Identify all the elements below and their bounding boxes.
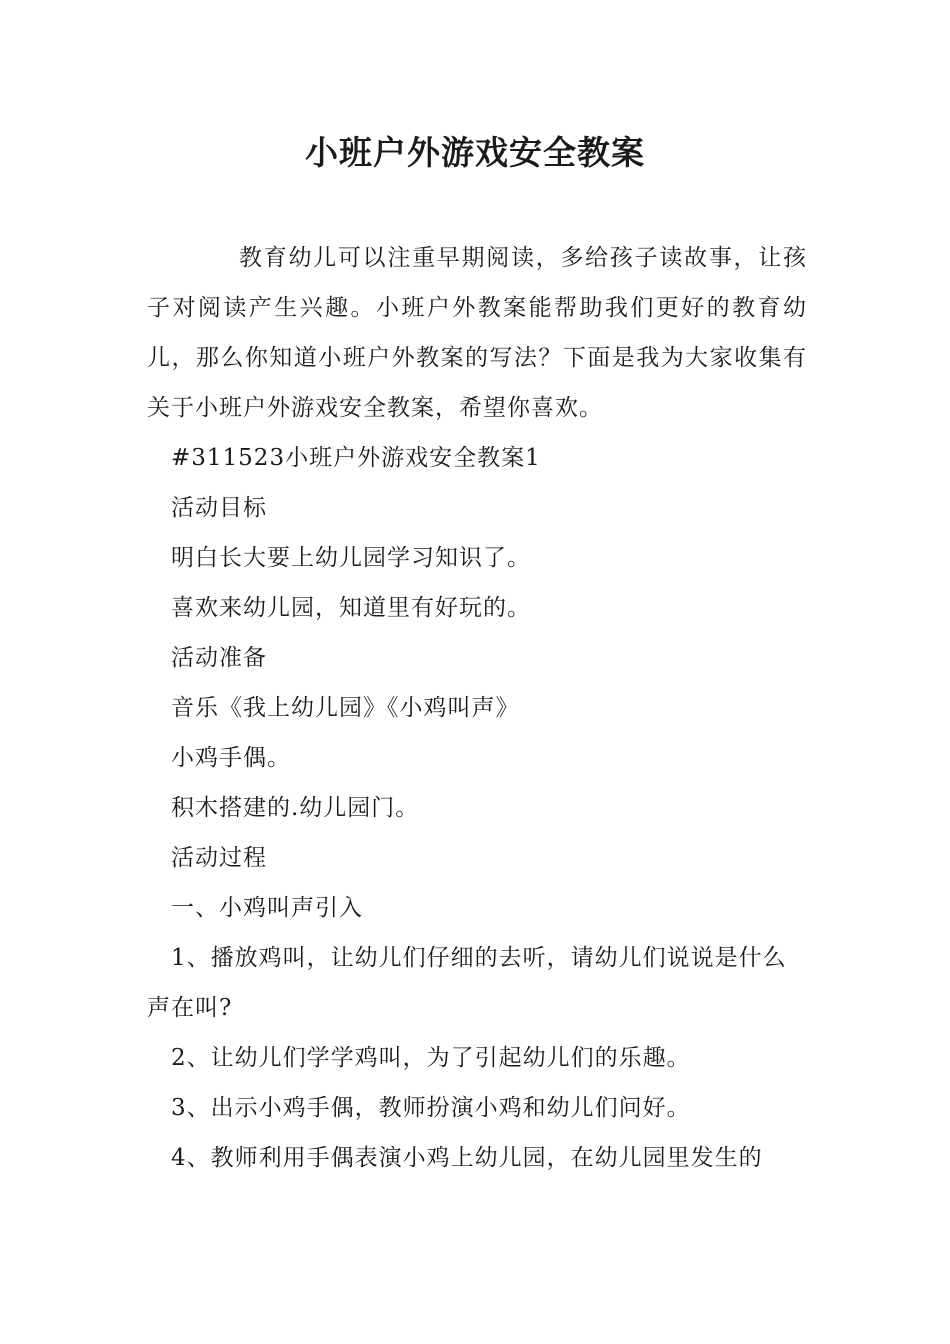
document-title: 小班户外游戏安全教案 (305, 133, 645, 172)
intro-paragraph: 教育幼儿可以注重早期阅读，多给孩子读故事，让孩子对阅读产生兴趣。小班户外教案能帮助我们更好的教育幼儿，那么你知道小班户外教案的写法？下面是我为大家收集有关于小班户外游戏安全教案，希望你喜欢。 (147, 245, 807, 421)
subheading-goals: 活动目标 (171, 495, 267, 521)
section-heading: #311523小班户外游戏安全教案1 (171, 445, 541, 471)
process-step: 3、出示小鸡手偶，教师扮演小鸡和幼儿们问好。 (171, 1095, 691, 1121)
process-step: 1、播放鸡叫，让幼儿们仔细的去听，请幼儿们说说是什么声在叫? (147, 945, 787, 1021)
preparation-item: 积木搭建的.幼儿园门。 (171, 795, 420, 821)
subheading-process: 活动过程 (171, 845, 267, 871)
preparation-item: 小鸡手偶。 (171, 745, 291, 771)
subheading-preparation: 活动准备 (171, 645, 267, 671)
preparation-item: 音乐《我上幼儿园》《小鸡叫声》 (171, 695, 520, 721)
process-step: 2、让幼儿们学学鸡叫，为了引起幼儿们的乐趣。 (171, 1045, 691, 1071)
goal-item: 喜欢来幼儿园，知道里有好玩的。 (171, 595, 531, 621)
goal-item: 明白长大要上幼儿园学习知识了。 (171, 545, 531, 571)
document-body (147, 233, 807, 1183)
process-part-heading: 一、小鸡叫声引入 (171, 895, 363, 921)
process-step: 4、教师利用手偶表演小鸡上幼儿园，在幼儿园里发生的 (171, 1145, 763, 1171)
